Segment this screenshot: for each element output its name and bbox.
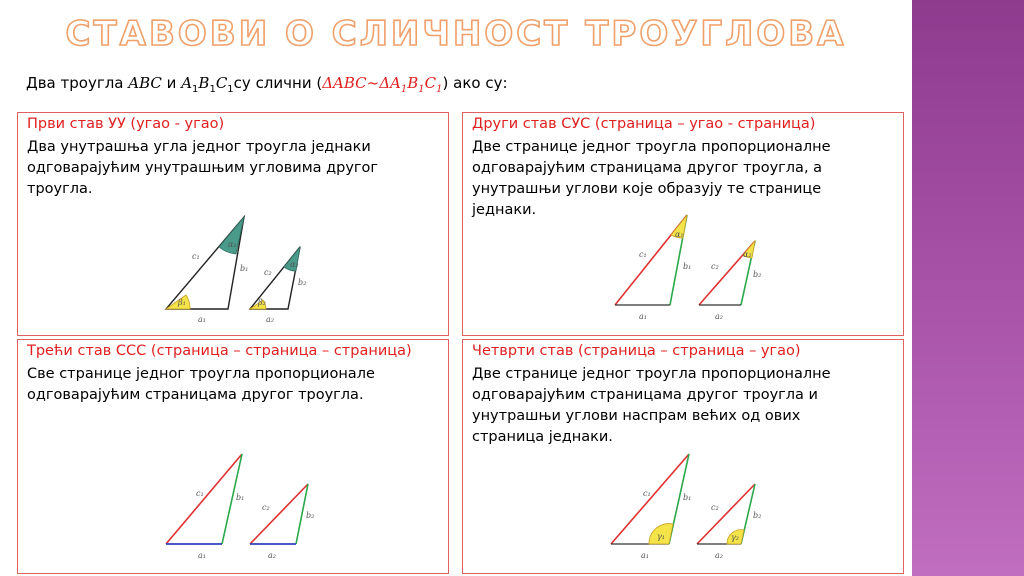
label-alpha2: α₂	[290, 260, 299, 269]
theorem-box-ssa	[462, 339, 904, 574]
theorem-line: Два унутрашња угла једног троугла једнаки	[27, 139, 371, 155]
theorem-line: Све странице једног троугла пропорционале	[27, 366, 375, 382]
theorem-line: једнаки.	[472, 202, 537, 218]
side-c2	[250, 484, 308, 544]
label-a1: a₁	[198, 551, 206, 560]
theorem-line: Две странице једног троугла пропорционалне	[472, 139, 831, 155]
label-alpha1: α₁	[228, 240, 237, 249]
label-c2: c₂	[711, 503, 719, 512]
theorem-line: одговарајућим страницама другог троугла и	[472, 387, 818, 403]
intro-sub: 1	[192, 84, 199, 95]
label-b1: b₁	[683, 493, 692, 502]
theorem-box-sss	[17, 339, 449, 574]
label-b1: b₁	[236, 493, 245, 502]
theorem-line: унутрашњи углови које образују те странице	[472, 181, 822, 197]
label-a2: a₂	[715, 312, 723, 321]
label-a2: a₂	[266, 315, 274, 324]
label-a1: a₁	[198, 315, 206, 324]
intro-math-abc: ABC	[128, 74, 162, 92]
intro-rel: ΔABC~ΔA	[322, 74, 401, 92]
label-c1: c₁	[643, 489, 651, 498]
theorem-heading: Трећи став ССС (страница – страница – страница)	[27, 343, 412, 359]
label-gamma2: γ₂	[731, 533, 739, 542]
intro-math-c1: C	[215, 74, 228, 92]
label-a1: a₁	[639, 312, 647, 321]
label-c1: c₁	[196, 489, 204, 498]
label-b1: b₁	[240, 264, 249, 273]
label-b2: b₂	[753, 511, 762, 520]
label-b2: b₂	[753, 270, 762, 279]
label-b2: b₂	[298, 278, 307, 287]
decorative-side-band	[912, 0, 1024, 576]
theorem-line: одговарајућим страницама другог троугла.	[27, 387, 364, 403]
intro-text-1: Два троугла	[26, 74, 129, 92]
side-c1	[611, 454, 692, 544]
label-a1: a₁	[641, 551, 649, 560]
theorem-line: одговарајућим унутрашњим угловима другог	[27, 160, 379, 176]
label-gamma1: γ₁	[657, 532, 665, 541]
intro-text-3: су слични (	[233, 74, 323, 92]
label-beta2: β₂	[258, 298, 266, 307]
theorem-text	[472, 364, 831, 448]
theorem-heading: Четврти став (страница – страница – угао)	[472, 343, 801, 359]
theorem-line: троугла.	[27, 181, 93, 197]
theorem-line: одговарајућим страницама другог троугла, а	[472, 160, 823, 176]
label-b1: b₁	[683, 262, 692, 271]
theorem-line: унутрашњи углови наспрам већих од ових	[472, 408, 801, 424]
theorem-text	[27, 137, 378, 200]
intro-sub: 1	[418, 84, 425, 95]
theorem-heading: Други став СУС (страница – угао - страница)	[472, 116, 816, 132]
side-c2	[697, 484, 755, 544]
label-a2: a₂	[268, 551, 276, 560]
intro-text-4: ) ако су:	[442, 74, 508, 92]
intro-math-b1: B	[198, 74, 210, 92]
label-c1: c₁	[192, 252, 200, 261]
intro-text-2: и	[161, 74, 182, 92]
intro-sub: 1	[209, 84, 216, 95]
theorem-text	[27, 364, 375, 406]
label-alpha2: α₂	[743, 250, 752, 259]
theorem-line: страница једнаки.	[472, 429, 613, 445]
label-c2: c₂	[711, 262, 719, 271]
theorem-text	[472, 137, 831, 221]
theorem-heading: Први став УУ (угао - угао)	[27, 116, 225, 132]
intro-rel-c: C	[424, 74, 437, 92]
label-alpha1: α₁	[675, 230, 684, 239]
theorem-box-sas	[462, 112, 904, 336]
triangles-figure-aa	[148, 209, 348, 331]
label-a2: a₂	[715, 551, 723, 560]
intro-rel-b: B	[407, 74, 419, 92]
label-c2: c₂	[264, 268, 272, 277]
label-c2: c₂	[262, 503, 270, 512]
theorem-line: Две странице једног троугла пропорционалне	[472, 366, 831, 382]
intro-sub: 1	[227, 84, 234, 95]
intro-sub: 1	[436, 84, 443, 95]
side-c1	[166, 454, 245, 544]
label-c1: c₁	[639, 250, 647, 259]
triangles-figure-sss	[158, 448, 338, 572]
intro-sentence	[26, 74, 508, 95]
intro-similarity	[322, 74, 443, 95]
label-b2: b₂	[306, 511, 315, 520]
label-beta1: β₁	[178, 298, 186, 307]
theorem-box-aa	[17, 112, 449, 336]
triangles-figure-ssa	[603, 448, 783, 572]
slide-title: СТАВОВИ О СЛИЧНОСТ ТРОУГЛОВА	[65, 14, 847, 54]
intro-math-a1: A	[181, 74, 193, 92]
triangles-figure-sas	[603, 211, 783, 331]
intro-sub: 1	[400, 84, 408, 95]
